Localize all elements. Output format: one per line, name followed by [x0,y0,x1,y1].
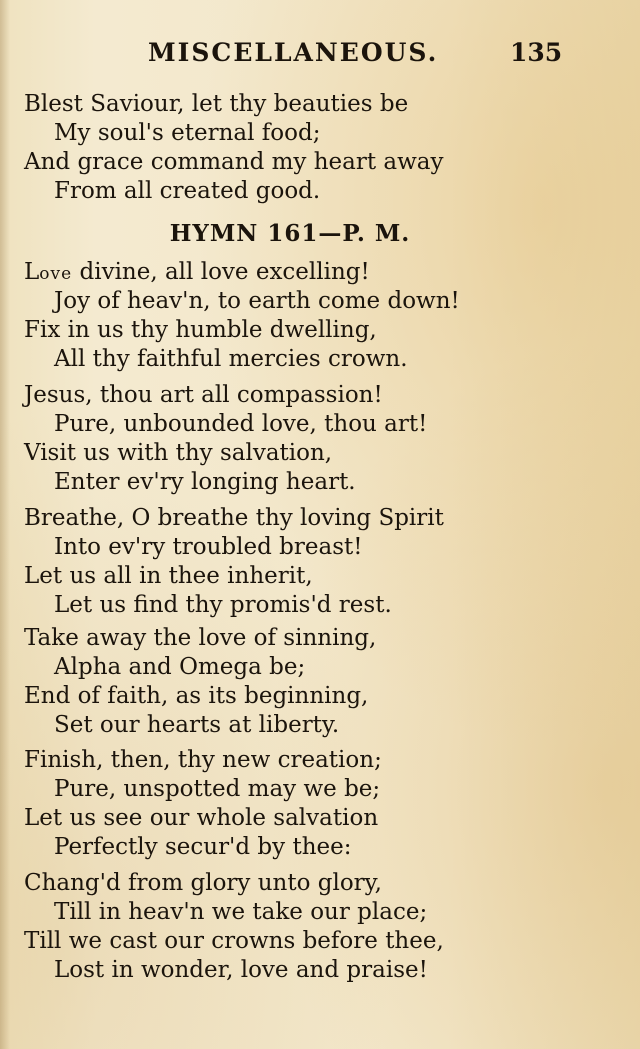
first-word-cap: L [24,259,40,285]
verse-line: All thy faithful mercies crown. [54,346,408,372]
verse-line: And grace command my heart away [24,149,444,175]
verse-line: Let us all in thee inherit, [24,563,313,589]
verse-line: Let us see our whole salvation [24,805,379,831]
hymn-title: HYMN 161—P. M. [169,220,411,247]
verse-line: Finish, then, thy new creation; [24,747,382,773]
first-word-small-caps: ove [39,264,73,284]
verse-line: Lost in wonder, love and praise! [54,957,428,983]
verse-line: Till we cast our crowns before thee, [24,928,444,954]
verse-line: Let us find thy promis'd rest. [54,592,392,618]
page-number: 135 [510,38,563,67]
verse-line: Visit us with thy salvation, [24,440,333,466]
verse-line: Pure, unspotted may we be; [54,776,381,802]
verse-line: Enter ev'ry longing heart. [54,469,356,495]
page-header [0,38,640,74]
verse-line: Till in heav'n we take our place; [54,899,428,925]
verse-line: Chang'd from glory unto glory, [24,870,382,896]
verse-line: Into ev'ry troubled breast! [54,534,363,560]
first-line-rest: divine, all love excelling! [72,259,370,285]
verse-line: End of faith, as its beginning, [24,683,369,709]
verse-line: Fix in us thy humble dwelling, [24,317,377,343]
verse-line: Alpha and Omega be; [54,654,306,680]
verse-line-first [24,258,370,288]
running-title: MISCELLANEOUS. [148,38,439,67]
verse-line: Take away the love of sinning, [24,625,377,651]
verse-line: Blest Saviour, let thy beauties be [24,91,409,117]
verse-line: Pure, unbounded love, thou art! [54,411,428,437]
verse-line: My soul's eternal food; [54,120,321,146]
verse-line: Jesus, thou art all compassion! [24,382,383,408]
verse-line: From all created good. [54,178,321,204]
verse-line: Joy of heav'n, to earth come down! [54,288,460,314]
verse-line: Perfectly secur'd by thee: [54,834,352,860]
verse-line: Set our hearts at liberty. [54,712,340,738]
verse-line: Breathe, O breathe thy loving Spirit [24,505,444,531]
